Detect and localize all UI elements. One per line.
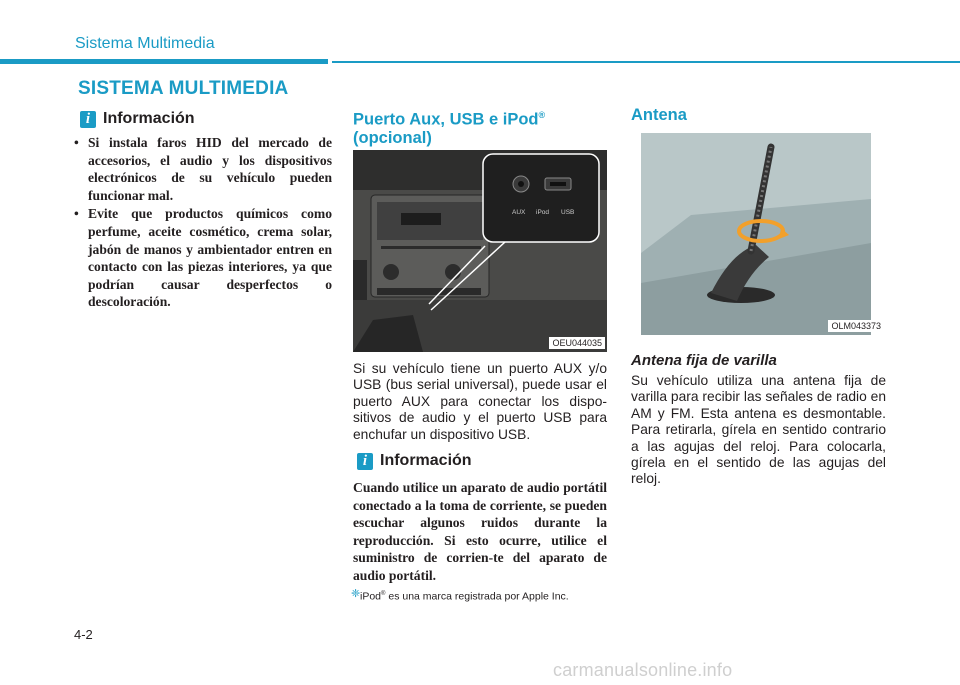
photo-code-aux: OEU044035 xyxy=(549,337,605,349)
info-icon: i xyxy=(357,453,373,470)
info-bullet: • Evite que productos químicos como perfume, aceite cosmético, crema solar, jabón de manos y ambientador entren en contacto con las piezas interiores, ya que podrían causar desperfectos o descoloración. xyxy=(74,205,332,311)
info-body-text: Cuando utilice un aparato de audio portátil conectado a la toma de corriente, se pueden escuchar algunos ruidos durante la reproducción. Si esto ocurre, utilice el suministro de corrien-te del aparato de audio portátil. xyxy=(353,480,607,583)
info-heading-label: Información xyxy=(380,452,472,469)
registered-mark: ® xyxy=(538,110,546,120)
antenna-heading: Antena xyxy=(631,106,687,124)
info-bullet-list xyxy=(74,134,332,312)
aux-heading-main: Puerto Aux, USB e iPod xyxy=(353,110,539,129)
info-heading-1 xyxy=(80,110,195,128)
antenna-illustration xyxy=(631,133,886,335)
aux-heading-optional: (opcional) xyxy=(353,128,432,147)
info-heading-2 xyxy=(357,452,472,470)
antenna-subheading: Antena fija de varilla xyxy=(631,352,777,369)
header-rule-thick xyxy=(0,59,328,64)
info-heading-label: Información xyxy=(103,110,195,127)
aux-body-text: Si su vehículo tiene un puerto AUX y/o USB (bus serial universal), puede usar el puerto AUX para conectar los dispo-sitivos de audio y el puerto USB para enchufar un dispositivo USB. xyxy=(353,361,607,442)
info-icon: i xyxy=(80,111,96,128)
port-label-ipod: iPod xyxy=(536,209,550,216)
dashboard-illustration xyxy=(353,150,607,352)
page-number: 4-2 xyxy=(74,627,93,642)
footnote xyxy=(351,587,607,604)
antenna-photo xyxy=(631,133,886,335)
port-label-usb: USB xyxy=(561,209,575,216)
watermark: carmanualsonline.info xyxy=(553,660,733,680)
info-bullet: • Si instala faros HID del mercado de accesorios, el audio y los dispositivos electrónicos de su vehículo pueden funcionar mal. xyxy=(74,134,332,204)
aux-heading xyxy=(353,106,613,147)
section-title: SISTEMA MULTIMEDIA xyxy=(78,78,289,99)
footnote-mark: ❈ xyxy=(351,588,361,600)
port-label-aux: AUX xyxy=(512,209,526,216)
footnote-ipod: iPod xyxy=(360,590,382,603)
aux-usb-photo xyxy=(353,150,607,352)
antenna-body-text: Su vehículo utiliza una antena fija de varilla para recibir las señales de radio en AM y FM. Esta antena es desmontable. Para retirarla, gírela en sentido contrario a las agujas del reloj. Para colocarla, gírela en el sentido de las agujas del reloj. xyxy=(631,373,886,487)
running-header: Sistema Multimedia xyxy=(75,35,215,52)
header-rule-thin xyxy=(332,61,960,63)
photo-code-antenna: OLM043373 xyxy=(828,320,884,332)
footnote-registered: ® xyxy=(381,591,386,597)
footnote-text: es una marca registrada por Apple Inc. xyxy=(385,590,569,603)
